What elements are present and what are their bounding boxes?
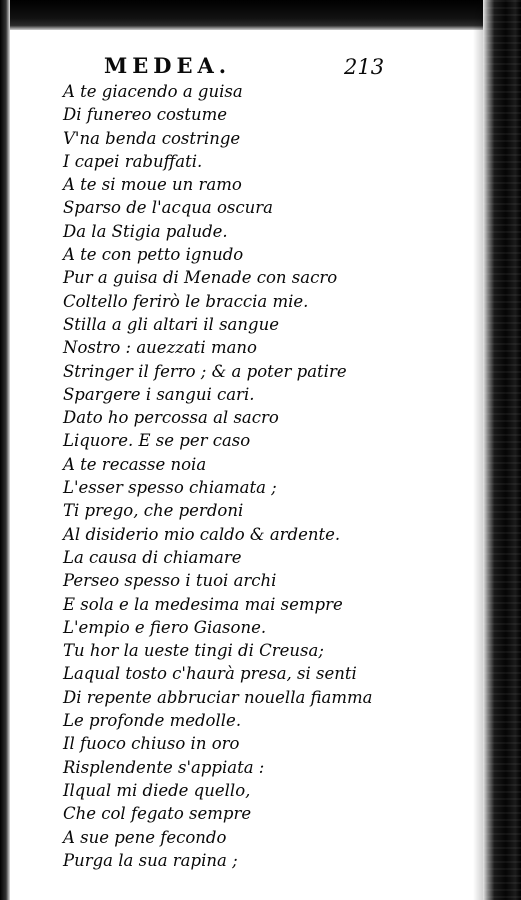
- verse-line: Ti prego, che perdoni: [63, 501, 244, 521]
- verse-line: Di funereo costume: [63, 105, 228, 125]
- verse-line: L'empio e fiero Giasone.: [63, 617, 267, 637]
- page-gutter-shadow: [473, 0, 483, 900]
- verse-line: Ilqual mi diede quello,: [63, 780, 251, 800]
- verse-line: Spargere i sangui cari.: [63, 384, 255, 404]
- running-head: MEDEA.: [104, 53, 232, 78]
- verse-line: Purga la sua rapina ;: [63, 850, 238, 870]
- verse-list: [63, 80, 373, 872]
- verse-line: Il fuoco chiuso in oro: [63, 734, 240, 754]
- verse-line: Pur a guisa di Menade con sacro: [63, 268, 338, 288]
- verse-line: Sparso de l'acqua oscura: [63, 198, 273, 218]
- verse-line: Di repente abbruciar nouella fiamma: [63, 687, 373, 707]
- page-header: [0, 0, 521, 90]
- verse-line: Coltello ferirò le braccia mie.: [63, 291, 309, 311]
- verse-line: Stringer il ferro ; & a poter patire: [63, 361, 347, 381]
- verse-line: Liquore. E se per caso: [63, 431, 251, 451]
- verse-line: A te giacendo a guisa: [63, 82, 243, 101]
- verse-line: A te recasse noia: [63, 454, 207, 474]
- verse-line: Stilla a gli altari il sangue: [63, 314, 279, 334]
- verse-line: Che col fegato sempre: [63, 804, 252, 824]
- verse-line: A sue pene fecondo: [63, 827, 227, 847]
- book-binding: [483, 0, 521, 900]
- verse-line: L'esser spesso chiamata ;: [63, 478, 277, 498]
- verse-line: Tu hor la ueste tingi di Creusa;: [63, 641, 324, 661]
- verse-line: A te si moue un ramo: [63, 175, 242, 195]
- scanner-edge-left: [0, 0, 10, 900]
- verse-line: E sola e la medesima mai sempre: [63, 594, 343, 614]
- verse-line: Nostro : auezzati mano: [63, 338, 257, 358]
- verse-line: Laqual tosto c'haurà presa, si senti: [63, 664, 357, 684]
- verse-line: Le profonde medolle.: [63, 711, 242, 731]
- verse-line: Perseo spesso i tuoi archi: [63, 571, 277, 591]
- verse-line: Al disiderio mio caldo & ardente.: [63, 524, 341, 544]
- verse-line: A te con petto ignudo: [63, 245, 244, 265]
- verse-line: Risplendente s'appiata :: [63, 757, 265, 777]
- page-number: 213: [344, 55, 385, 79]
- verse-line: I capei rabuffati.: [63, 151, 203, 171]
- verse-line: La causa di chiamare: [63, 547, 242, 567]
- verse-line: Dato ho percossa al sacro: [63, 408, 279, 428]
- verse-line: Da la Stigia palude.: [63, 221, 228, 241]
- verse-line: V'na benda costringe: [63, 128, 241, 148]
